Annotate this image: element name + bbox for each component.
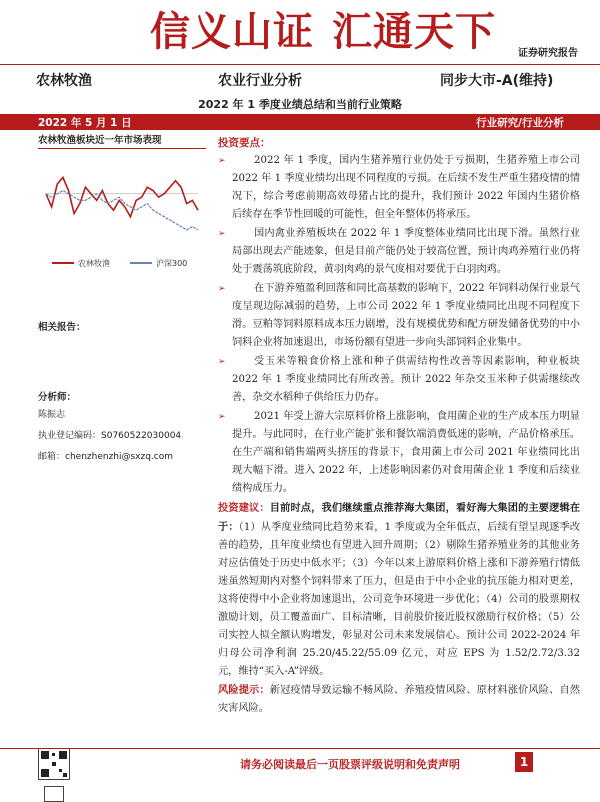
sidebar — [38, 132, 208, 462]
series-line-0 — [46, 177, 198, 216]
date-bar — [0, 114, 600, 130]
legend-label-1: 沪深300 — [156, 259, 188, 268]
footer-divider — [0, 748, 600, 749]
report-date: 2022 年 5 月 1 日 — [38, 117, 132, 129]
sector-title: 农林牧渔 — [36, 73, 92, 89]
chart-title: 农林牧渔板块近一年市场表现 — [38, 135, 162, 146]
related-reports-label: 相关报告： — [38, 322, 86, 333]
bullet-arrow-icon: ➢ — [218, 357, 226, 367]
bullet-item: ➢ 国内禽业养殖板块在 2022 年 1 季度整体业绩同比出现下滑。虽然行业局部出现去产能迹象，但是目前产能仍处于较高位置，预计肉鸡养殖行业仍将处于震荡筑底阶段，黄羽肉鸡的景气度相对要优于白羽肉鸡。 — [218, 225, 580, 279]
bullet-item: ➢ 受玉米等粮食价格上涨和种子供需结构性改善等因素影响，种业板块 2022 年 1 季度业绩同比有所改善。预计 2022 年杂交玉米种子供需继续改善，杂交水稻种子供给压力仍存。 — [218, 353, 580, 407]
bullet-arrow-icon: ➢ — [218, 229, 226, 239]
brand-right: 汇通天下 — [332, 8, 496, 55]
rating: 同步大市-A(维持) — [440, 73, 554, 89]
series-line-1 — [46, 191, 198, 230]
report-type: 农业行业分析 — [218, 73, 302, 89]
analyst-label: 分析师： — [38, 392, 77, 403]
main-content — [218, 134, 580, 718]
analyst-name: 陈振志 — [38, 410, 66, 420]
qr-code-icon — [38, 748, 70, 780]
investment-advice — [218, 499, 580, 681]
market-chart-svg — [38, 155, 206, 273]
page-number: 1 — [515, 752, 533, 772]
legend-label-0: 农林牧渔 — [78, 259, 110, 268]
report-subtitle: 2022 年 1 季度业绩总结和当前行业策略 — [198, 98, 402, 111]
brand-left: 信义山证 — [150, 8, 314, 55]
advice-text: （1）从季度业绩同比趋势来看，1 季度或为全年低点，后续有望呈现逐季改善的趋势，且年度业绩也有望进入回升周期；（2）剔除生猪养殖业务的其他业务对应估值处于历史中低水平；（3）今年以来上游原料价格上涨和下游养殖行情低迷虽然短期内对整个饲料带来了压力，但是由于中小企业的抗压能力相对更差，这将使得中小企业将加速退出，公司竞争环境进一步优化；（4）公司的股票期权激励计划，员工覆盖面广、目标清晰，目前股价接近股权激励行权价格；（5）公司实控人拟全额认购增发，彰显对公司未来发展信心。预计公司 2022-2024 年归母公司净利润 25.20/45.22/55.09 亿元，对应 EPS 为 1.52/2.72/3.32 元，维持“买入-A”评级。 — [218, 522, 580, 677]
header-divider — [0, 64, 600, 65]
brand-logo — [150, 0, 496, 57]
bullet-arrow-icon: ➢ — [218, 156, 226, 166]
bullet-item: ➢ 2021 年受上游大宗原料价格上涨影响，食用菌企业的生产成本压力明显提升。与此同时，在行业产能扩张和餐饮端消费低迷的影响，产品价格承压。在生产端和销售端两头挤压的背景下，食用菌上市公司 2021 年业绩同比出现大幅下滑。进入 2022 年，上述影响因素仍对食用菌企业 1 季度和后续业绩构成压力。 — [218, 408, 580, 498]
risk-text: 新冠疫情导致运输不畅风险、养殖疫情风险、原材料涨价风险、自然灾害风险。 — [218, 685, 581, 714]
sidebar-divider — [38, 148, 206, 149]
report-category: 行业研究/行业分析 — [476, 117, 564, 129]
footer-disclaimer: 请务必阅读最后一页股票评级说明和免责声明 — [240, 758, 460, 771]
advice-label: 投资建议： — [218, 502, 270, 514]
bullet-item: ➢ 在下游养殖盈利回落和同比高基数的影响下，2022 年饲料动保行业景气度呈现边际减弱的趋势，上市公司 2022 年 1 季度业绩同比出现不同程度下滑。豆粕等饲料原料成本压力剧增，没有规模优势和配方研发储备优势的中小饲料企业将加速退出，市场份额有望进一步向头部饲料企业集中。 — [218, 280, 580, 352]
analyst-email[interactable]: 邮箱：chenzhenzhi@sxzq.com — [38, 452, 174, 462]
advice-bold: 目前时点，我们继续重点推荐海大集团，看好海大集团的主要逻辑在于： — [218, 502, 581, 533]
key-points-label: 投资要点： — [218, 137, 271, 149]
series-label: 证券研究报告 — [518, 48, 578, 59]
bullet-arrow-icon: ➢ — [218, 412, 226, 422]
risk-warning — [218, 681, 580, 718]
bullet-arrow-icon: ➢ — [218, 284, 226, 294]
market-chart — [38, 155, 206, 273]
analyst-license: 执业登记编码：S0760522030004 — [38, 431, 182, 441]
risk-label: 风险提示： — [218, 684, 270, 696]
bullet-item: ➢ 2022 年 1 季度，国内生猪养殖行业仍处于亏损期，生猪养殖上市公司 2022 年 1 季度业绩均出现不同程度的亏损。在后续不发生严重生猪疫情的情况下，综合考虑前期高效母猪占比的提升，我们预计 2022 年国内生猪价格后续存在季节性回暖的可能性，但全年整体仍将承压。 — [218, 152, 580, 224]
